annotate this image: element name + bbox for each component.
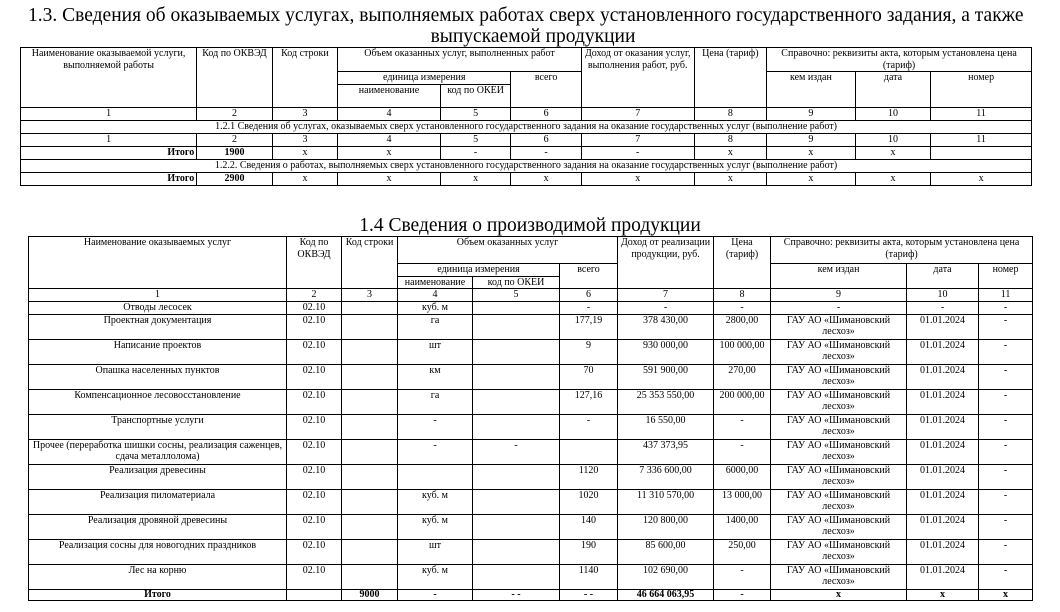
- unit-name: куб. м: [398, 489, 473, 514]
- col-number: 3: [342, 289, 398, 302]
- price: -: [714, 439, 771, 464]
- total-cell: - -: [473, 589, 560, 600]
- col-number: 10: [855, 107, 931, 120]
- col-number: 10: [907, 289, 979, 302]
- product-row: [29, 439, 1033, 464]
- col-number: 5: [473, 289, 560, 302]
- total-code: 1900: [197, 146, 273, 159]
- col-number: 11: [931, 107, 1032, 120]
- act-number: -: [979, 564, 1033, 589]
- okved-code: 02.10: [287, 564, 342, 589]
- unit-name: [398, 464, 473, 489]
- product-name: Транспортные услуги: [29, 414, 287, 439]
- unit-name: куб. м: [398, 514, 473, 539]
- unit-okei: [473, 489, 560, 514]
- total-code: 2900: [197, 172, 273, 185]
- issued-by: ГАУ АО «Шимановский лесхоз»: [771, 489, 907, 514]
- col-number: 6: [511, 107, 582, 120]
- okved-code: 02.10: [287, 439, 342, 464]
- col-income-header: Доход от оказания услуг, выполнения работ, руб.: [581, 48, 694, 108]
- unit-okei: [473, 339, 560, 364]
- act-date: 01.01.2024: [907, 414, 979, 439]
- okved-code: 02.10: [287, 364, 342, 389]
- price: 250,00: [714, 539, 771, 564]
- col-name-header: Наименование оказываемых услуг: [29, 237, 287, 289]
- total-row-1900: [21, 146, 1032, 159]
- product-row: [29, 301, 1033, 314]
- okved-code: 02.10: [287, 301, 342, 314]
- total-label: Итого: [29, 589, 287, 600]
- row-code: [342, 364, 398, 389]
- total-row-2900: [21, 172, 1032, 185]
- income: 102 690,00: [618, 564, 714, 589]
- act-date: 01.01.2024: [907, 314, 979, 339]
- act-number: -: [979, 301, 1033, 314]
- product-row: [29, 364, 1033, 389]
- row-code: [342, 514, 398, 539]
- product-name: Опашка населенных пунктов: [29, 364, 287, 389]
- col-number: 7: [581, 133, 694, 146]
- product-name: Написание проектов: [29, 339, 287, 364]
- col-number: 7: [581, 107, 694, 120]
- total-cell: - -: [560, 589, 618, 600]
- product-name: Прочее (переработка шишки сосны, реализация саженцев, сдача металлолома): [29, 439, 287, 464]
- unit-name: шт: [398, 339, 473, 364]
- price: -: [714, 414, 771, 439]
- row-code: [342, 339, 398, 364]
- products-table: [28, 236, 1033, 601]
- col-volume-header: Объем оказанных услуг, выполненных работ: [338, 48, 582, 72]
- volume-total: 190: [560, 539, 618, 564]
- act-date: 01.01.2024: [907, 339, 979, 364]
- total-cell: x: [694, 146, 766, 159]
- row-code: [342, 301, 398, 314]
- volume-total: 1120: [560, 464, 618, 489]
- issued-by: ГАУ АО «Шимановский лесхоз»: [771, 564, 907, 589]
- act-date: -: [907, 301, 979, 314]
- total-cell: x: [767, 172, 856, 185]
- col-number: 5: [440, 107, 510, 120]
- total-cell: x: [907, 589, 979, 600]
- col-issued-header: кем издан: [767, 72, 856, 108]
- col-unit-name-header: наименование: [338, 84, 441, 107]
- volume-total: -: [560, 414, 618, 439]
- col-number: 8: [714, 289, 771, 302]
- issued-by: ГАУ АО «Шимановский лесхоз»: [771, 514, 907, 539]
- total-cell: x: [931, 172, 1032, 185]
- income: 16 550,00: [618, 414, 714, 439]
- col-total-header: всего: [560, 264, 618, 289]
- act-number: -: [979, 314, 1033, 339]
- col-price-header: Цена (тариф): [714, 237, 771, 289]
- product-name: Проектная документация: [29, 314, 287, 339]
- unit-okei: [473, 539, 560, 564]
- income: 7 336 600,00: [618, 464, 714, 489]
- col-number: 9: [771, 289, 907, 302]
- unit-okei: -: [473, 439, 560, 464]
- row-code: [342, 539, 398, 564]
- col-number: 8: [694, 133, 766, 146]
- total-cell: x: [855, 172, 931, 185]
- product-name: Реализация дровяной древесины: [29, 514, 287, 539]
- col-number: 11: [979, 289, 1033, 302]
- col-number-header: номер: [979, 264, 1033, 289]
- product-name: Лес на корню: [29, 564, 287, 589]
- total-cell: -: [398, 589, 473, 600]
- row-code: [342, 464, 398, 489]
- product-row: [29, 414, 1033, 439]
- column-numbers-row: [29, 289, 1033, 302]
- col-name-header: Наименование оказываемой услуги, выполняемой работы: [21, 48, 197, 108]
- total-cell: x: [979, 589, 1033, 600]
- product-name: Компенсационное лесовосстановление: [29, 389, 287, 414]
- col-unit-okei-header: код по ОКЕИ: [440, 84, 510, 107]
- subsection-row: [21, 159, 1032, 172]
- issued-by: ГАУ АО «Шимановский лесхоз»: [771, 464, 907, 489]
- unit-name: га: [398, 314, 473, 339]
- act-date: 01.01.2024: [907, 514, 979, 539]
- unit-name: -: [398, 439, 473, 464]
- income: 85 600,00: [618, 539, 714, 564]
- total-cell: -: [714, 589, 771, 600]
- unit-name: куб. м: [398, 564, 473, 589]
- col-ref-header: Справочно: реквизиты акта, которым установлена цена (тариф): [767, 48, 1032, 72]
- product-name: Реализация сосны для новогодних праздников: [29, 539, 287, 564]
- col-row-code-header: Код строки: [342, 237, 398, 289]
- volume-total: 127,16: [560, 389, 618, 414]
- subsection-row: [21, 120, 1032, 133]
- income: 437 373,95: [618, 439, 714, 464]
- col-number: 1: [21, 107, 197, 120]
- okved-code: 02.10: [287, 339, 342, 364]
- row-code: [342, 564, 398, 589]
- price: 200 000,00: [714, 389, 771, 414]
- total-cell: [931, 146, 1032, 159]
- issued-by: ГАУ АО «Шимановский лесхоз»: [771, 439, 907, 464]
- col-number: 8: [694, 107, 766, 120]
- okved-code: 02.10: [287, 389, 342, 414]
- income: 591 900,00: [618, 364, 714, 389]
- act-number: -: [979, 514, 1033, 539]
- header-row: [29, 237, 1033, 264]
- product-name: Реализация древесины: [29, 464, 287, 489]
- col-number: 9: [767, 133, 856, 146]
- column-numbers-row: [21, 107, 1032, 120]
- subsection-121-title: 1.2.1 Сведения об услугах, оказываемых сверх установленного государственного задания на оказание государственных услуг (выполнение работ): [21, 120, 1032, 133]
- col-row-code-header: Код строки: [272, 48, 337, 108]
- col-number: 7: [618, 289, 714, 302]
- header-row: [21, 48, 1032, 72]
- section-13-title: [28, 5, 1038, 47]
- col-unit-header: единица измерения: [398, 264, 560, 277]
- volume-total: 1020: [560, 489, 618, 514]
- product-row: [29, 514, 1033, 539]
- act-date: 01.01.2024: [907, 539, 979, 564]
- col-number-header: номер: [931, 72, 1032, 108]
- col-number: 11: [931, 133, 1032, 146]
- unit-okei: [473, 314, 560, 339]
- total-cell: x: [581, 172, 694, 185]
- total-cell: x: [511, 172, 582, 185]
- unit-okei: [473, 414, 560, 439]
- unit-okei: [473, 564, 560, 589]
- product-row: [29, 539, 1033, 564]
- col-ref-header: Справочно: реквизиты акта, которым установлена цена (тариф): [771, 237, 1033, 264]
- total-code: 9000: [342, 589, 398, 600]
- unit-okei: [473, 514, 560, 539]
- total-cell: [287, 589, 342, 600]
- volume-total: [560, 439, 618, 464]
- col-total-header: всего: [511, 72, 582, 108]
- col-issued-header: кем издан: [771, 264, 907, 289]
- act-number: -: [979, 439, 1033, 464]
- volume-total: 70: [560, 364, 618, 389]
- unit-name: га: [398, 389, 473, 414]
- issued-by: ГАУ АО «Шимановский лесхоз»: [771, 339, 907, 364]
- volume-total: -: [560, 301, 618, 314]
- total-row-9000: [29, 589, 1033, 600]
- price: 2800,00: [714, 314, 771, 339]
- unit-okei: [473, 364, 560, 389]
- okved-code: 02.10: [287, 514, 342, 539]
- act-number: -: [979, 389, 1033, 414]
- product-row: [29, 564, 1033, 589]
- col-number: 2: [197, 107, 273, 120]
- section-14-title: 1.4 Сведения о производимой продукции: [359, 215, 701, 236]
- total-cell: x: [771, 589, 907, 600]
- col-okved-header: Код по ОКВЭД: [287, 237, 342, 289]
- total-cell: x: [272, 146, 337, 159]
- okved-code: 02.10: [287, 314, 342, 339]
- column-numbers-row: [21, 133, 1032, 146]
- act-number: -: [979, 339, 1033, 364]
- act-number: -: [979, 489, 1033, 514]
- product-row: [29, 389, 1033, 414]
- volume-total: 1140: [560, 564, 618, 589]
- total-cell: -: [581, 146, 694, 159]
- price: 1400,00: [714, 514, 771, 539]
- income: 11 310 570,00: [618, 489, 714, 514]
- total-cell: x: [855, 146, 931, 159]
- product-row: [29, 489, 1033, 514]
- income: -: [618, 301, 714, 314]
- col-income-header: Доход от реализации продукции, руб.: [618, 237, 714, 289]
- volume-total: 177,19: [560, 314, 618, 339]
- total-cell: x: [272, 172, 337, 185]
- col-number: 3: [272, 107, 337, 120]
- issued-by: ГАУ АО «Шимановский лесхоз»: [771, 364, 907, 389]
- unit-name: куб. м: [398, 301, 473, 314]
- price: 270,00: [714, 364, 771, 389]
- section-13-title-line2: выпускаемой продукции: [430, 26, 636, 47]
- col-number: 6: [511, 133, 582, 146]
- col-number: 4: [338, 107, 441, 120]
- col-okved-header: Код по ОКВЭД: [197, 48, 273, 108]
- unit-okei: [473, 389, 560, 414]
- col-number: 3: [272, 133, 337, 146]
- subsection-122-title: 1.2.2. Сведения о работах, выполняемых сверх установленного государственного задания на оказание государственных услуг (выполнение работ): [21, 159, 1032, 172]
- act-number: -: [979, 464, 1033, 489]
- act-date: 01.01.2024: [907, 364, 979, 389]
- col-number: 2: [197, 133, 273, 146]
- total-cell: x: [440, 172, 510, 185]
- product-row: [29, 314, 1033, 339]
- col-date-header: дата: [907, 264, 979, 289]
- issued-by: -: [771, 301, 907, 314]
- issued-by: ГАУ АО «Шимановский лесхоз»: [771, 414, 907, 439]
- act-date: 01.01.2024: [907, 489, 979, 514]
- col-number: 4: [398, 289, 473, 302]
- product-row: [29, 339, 1033, 364]
- col-number: 2: [287, 289, 342, 302]
- okved-code: 02.10: [287, 489, 342, 514]
- total-income: 46 664 063,95: [618, 589, 714, 600]
- col-unit-name-header: наименование: [398, 276, 473, 289]
- okved-code: 02.10: [287, 414, 342, 439]
- price: 13 000,00: [714, 489, 771, 514]
- unit-okei: [473, 301, 560, 314]
- row-code: [342, 389, 398, 414]
- col-number: 4: [338, 133, 441, 146]
- price: 100 000,00: [714, 339, 771, 364]
- price: -: [714, 564, 771, 589]
- product-name: Отводы лесосек: [29, 301, 287, 314]
- okved-code: 02.10: [287, 539, 342, 564]
- issued-by: ГАУ АО «Шимановский лесхоз»: [771, 389, 907, 414]
- row-code: [342, 414, 398, 439]
- col-volume-header: Объем оказанных услуг: [398, 237, 618, 264]
- unit-name: км: [398, 364, 473, 389]
- col-number: 5: [440, 133, 510, 146]
- total-cell: x: [338, 146, 441, 159]
- price: 6000,00: [714, 464, 771, 489]
- act-date: 01.01.2024: [907, 389, 979, 414]
- total-cell: -: [440, 146, 510, 159]
- section-13-title-line1: 1.3. Сведения об оказываемых услугах, выполняемых работах сверх установленного государственного задания, а также: [28, 5, 1024, 26]
- act-date: 01.01.2024: [907, 439, 979, 464]
- col-number: 10: [855, 133, 931, 146]
- col-date-header: дата: [855, 72, 931, 108]
- total-cell: x: [338, 172, 441, 185]
- col-number: 1: [21, 133, 197, 146]
- income: 378 430,00: [618, 314, 714, 339]
- act-date: 01.01.2024: [907, 464, 979, 489]
- col-price-header: Цена (тариф): [694, 48, 766, 108]
- total-label: Итого: [21, 146, 197, 159]
- product-row: [29, 464, 1033, 489]
- act-number: -: [979, 539, 1033, 564]
- income: 930 000,00: [618, 339, 714, 364]
- unit-name: -: [398, 414, 473, 439]
- total-cell: x: [694, 172, 766, 185]
- col-number: 6: [560, 289, 618, 302]
- col-number: 9: [767, 107, 856, 120]
- unit-okei: [473, 464, 560, 489]
- income: 25 353 550,00: [618, 389, 714, 414]
- price: -: [714, 301, 771, 314]
- act-date: 01.01.2024: [907, 564, 979, 589]
- issued-by: ГАУ АО «Шимановский лесхоз»: [771, 539, 907, 564]
- total-cell: -: [511, 146, 582, 159]
- services-table: [20, 47, 1032, 186]
- row-code: [342, 489, 398, 514]
- volume-total: 9: [560, 339, 618, 364]
- issued-by: ГАУ АО «Шимановский лесхоз»: [771, 314, 907, 339]
- row-code: [342, 314, 398, 339]
- act-number: -: [979, 414, 1033, 439]
- col-unit-okei-header: код по ОКЕИ: [473, 276, 560, 289]
- income: 120 800,00: [618, 514, 714, 539]
- product-name: Реализация пиломатериала: [29, 489, 287, 514]
- volume-total: 140: [560, 514, 618, 539]
- unit-name: шт: [398, 539, 473, 564]
- okved-code: 02.10: [287, 464, 342, 489]
- col-number: 1: [29, 289, 287, 302]
- row-code: [342, 439, 398, 464]
- total-label: Итого: [21, 172, 197, 185]
- col-unit-header: единица измерения: [338, 72, 511, 85]
- act-number: -: [979, 364, 1033, 389]
- total-cell: x: [767, 146, 856, 159]
